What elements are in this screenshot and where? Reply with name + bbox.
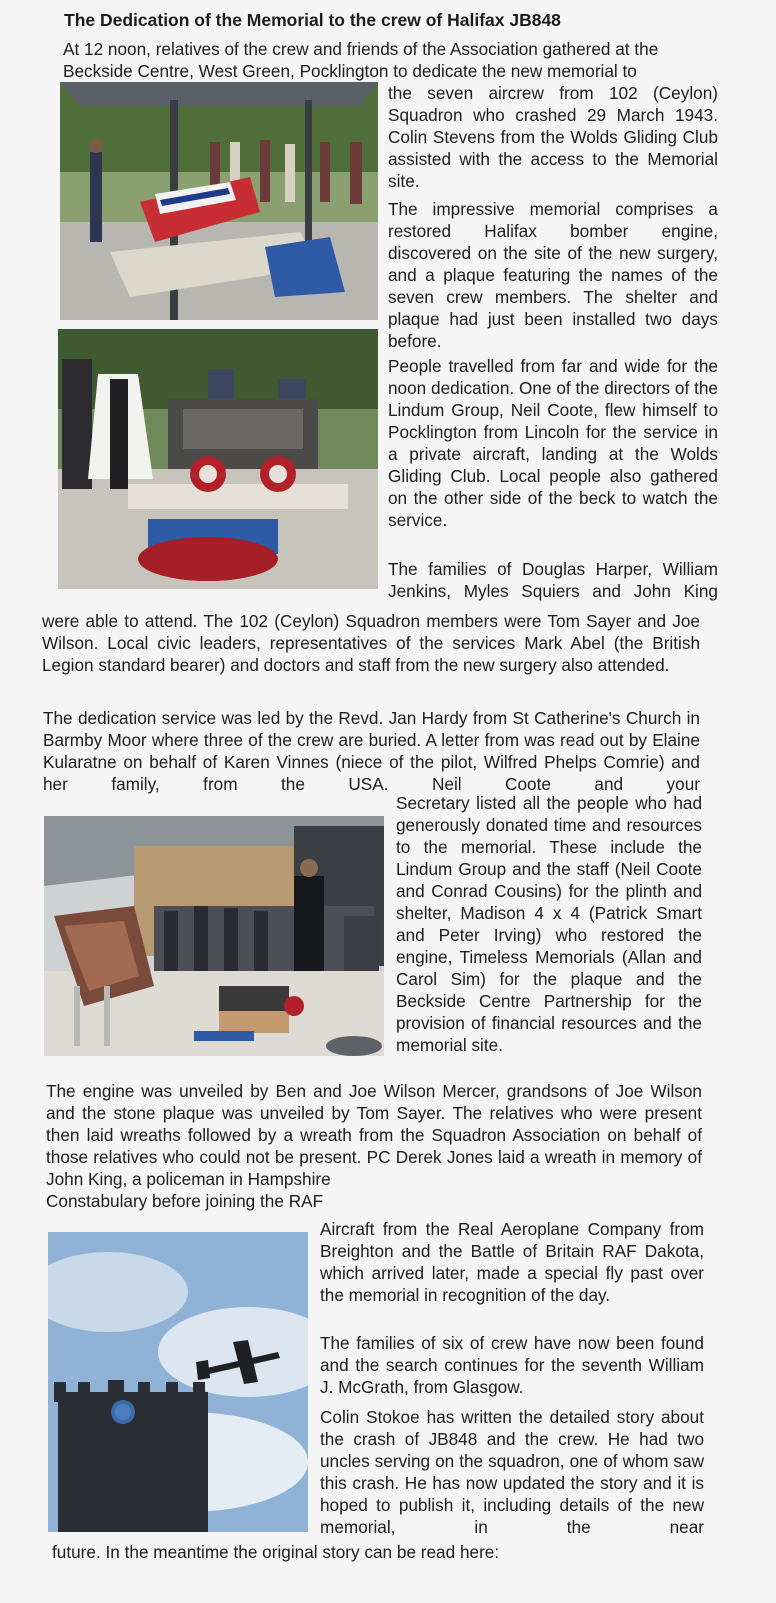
intro-line-1: At 12 noon, relatives of the crew and friends of the Association gathered at the: [63, 39, 659, 59]
photo-memorial-shelter: [60, 82, 378, 320]
para-families-start: The families of Douglas Harper, William Jenkins, Myles Squiers and John King: [388, 559, 718, 601]
photo-engine-wreaths: [58, 329, 378, 589]
para-flypast: Aircraft from the Real Aeroplane Company from Breighton and the Battle of Britain RAF Dakota, which arrived later, made a special fly past over the memorial in recognition of the day.: [320, 1219, 704, 1305]
para-crash-story: Colin Stokoe has written the detailed story about the crash of JB848 and the crew. He had two uncles serving on the squadron, one of whom saw this crash. He has now updated the story and it is hoped to publish it, including details of the new memorial, in the near: [320, 1407, 704, 1537]
para-acknowledgements: Secretary listed all the people who had generously donated time and resources to the memorial. These include the Lindum Group and the staff (Neil Coote and Conrad Cousins) for the plinth and shelter, Madison 4 x 4 (Patrick Smart and Peter Irving) who restored the engine, Timeless Memorials (Allan and Carol Sim) for the plaque and the Beckside Centre Partnership for the provision of financial resources and the memorial site.: [396, 793, 702, 1055]
para-families-continued: were able to attend. The 102 (Ceylon) Squadron members were Tom Sayer and Joe Wilson. Local civic leaders, representatives of the services Mark Abel (the British Legion standard bearer) and doctors and staff from the new surgery also attended.: [42, 611, 700, 675]
para-search-continues: The families of six of crew have now been found and the search continues for the seventh William J. McGrath, from Glasgow.: [320, 1333, 704, 1397]
para-unveiling-last-line: Constabulary before joining the RAF: [46, 1191, 324, 1211]
para-travellers: People travelled from far and wide for the noon dedication. One of the directors of the Lindum Group, Neil Coote, flew himself to Pocklington from Lincoln for the service in a private aircraft, landing at the Wolds Gliding Club. Local people also gathered on the other side of the beck to watch the service.: [388, 356, 718, 530]
para-dedication-service: The dedication service was led by the Revd. Jan Hardy from St Catherine's Church in Barmby Moor where three of the crew are buried. A letter from was read out by Elaine Kularatne on behalf of Karen Vinnes (niece of the pilot, Wilfred Phelps Comrie) and her family, from the USA. Neil Coote and your: [43, 708, 700, 794]
article-title: The Dedication of the Memorial to the crew of Halifax JB848: [64, 10, 561, 30]
photo-dakota-flypast: [48, 1232, 308, 1532]
final-line: future. In the meantime the original story can be read here:: [52, 1542, 500, 1562]
para-memorial-description: The impressive memorial comprises a restored Halifax bomber engine, discovered on the site of the new surgery, and a plaque featuring the names of the seven crew members. The shelter and plaque had just been installed two days before.: [388, 199, 718, 351]
intro-line-2: Beckside Centre, West Green, Pocklington to dedicate the new memorial to: [63, 61, 637, 81]
para-memorial-intro: the seven aircrew from 102 (Ceylon) Squadron who crashed 29 March 1943. Colin Stevens from the Wolds Gliding Club assisted with the access to the Memorial site.: [388, 83, 718, 191]
para-unveiling: The engine was unveiled by Ben and Joe Wilson Mercer, grandsons of Joe Wilson and the stone plaque was unveiled by Tom Sayer. The relatives who were present then laid wreaths followed by a wreath from the Squadron Association on behalf of those relatives who could not be present. PC Derek Jones laid a wreath in memory of John King, a policeman in Hampshire: [46, 1081, 702, 1189]
photo-gathering-beckside: [44, 816, 384, 1056]
